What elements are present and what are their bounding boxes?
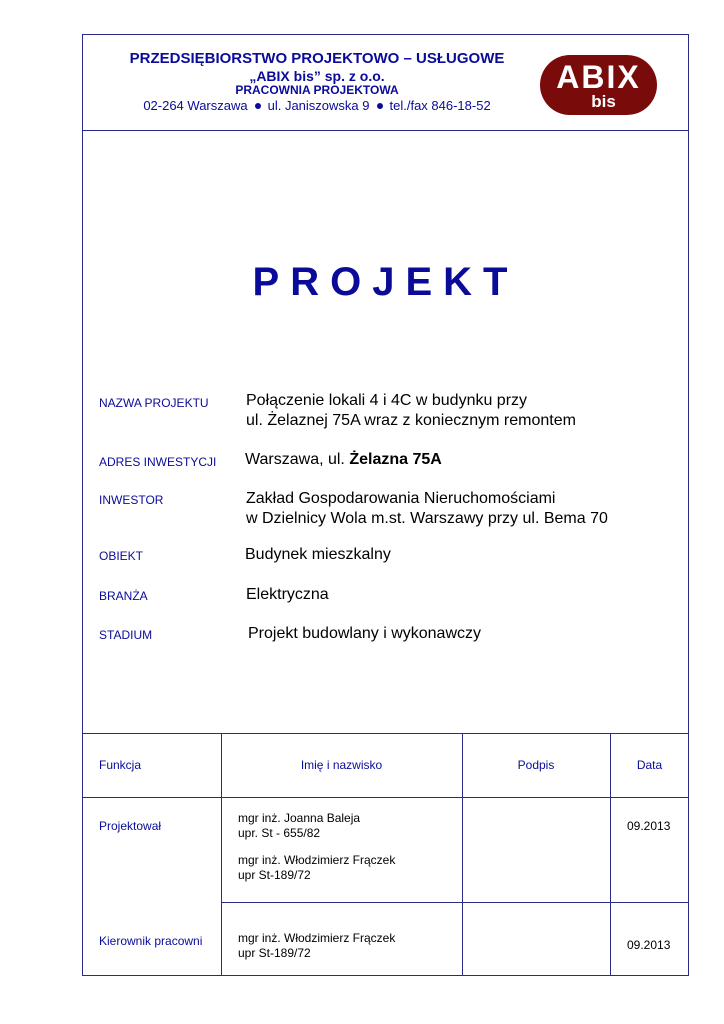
row-date: 09.2013	[627, 938, 671, 952]
address-street: ul. Janiszowska 9	[267, 98, 370, 113]
project-name-label: NAZWA PROJEKTU	[99, 396, 209, 410]
letterhead	[82, 34, 689, 131]
address-phone: tel./fax 846-18-52	[389, 98, 491, 113]
row-date: 09.2013	[627, 819, 671, 833]
document-title: PROJEKT	[252, 260, 519, 304]
row-function: Kierownik pracowni	[99, 934, 203, 948]
row-license: upr St-189/72	[238, 946, 311, 960]
row-name: mgr inż. Włodzimierz Frączek	[238, 931, 396, 945]
address-value	[245, 450, 442, 470]
company-name: PRZEDSIĘBIORSTWO PROJEKTOWO – USŁUGOWE	[129, 50, 505, 67]
row-function: Projektował	[99, 819, 162, 833]
header-date: Data	[636, 758, 663, 772]
abix-logo	[540, 55, 657, 115]
project-name-line2: ul. Żelaznej 75A wraz z koniecznym remontem	[246, 412, 576, 429]
investor-line2: w Dzielnicy Wola m.st. Warszawy przy ul. Bema 70	[246, 510, 608, 527]
investor-label: INWESTOR	[99, 493, 164, 507]
row-license: upr. St - 655/82	[238, 826, 321, 840]
object-label: OBIEKT	[99, 549, 144, 563]
project-name-line1: Połączenie lokali 4 i 4C w budynku przy	[246, 392, 528, 409]
stage-value: Projekt budowlany i wykonawczy	[248, 625, 481, 642]
row-license: upr St-189/72	[238, 868, 311, 882]
header-name: Imię i nazwisko	[300, 758, 383, 772]
header-signature: Podpis	[517, 758, 555, 772]
table-divider	[82, 797, 689, 798]
logo-subtext: bis	[591, 92, 616, 111]
address-label: ADRES INWESTYCJI	[99, 455, 217, 469]
company-department: PRACOWNIA PROJEKTOWA	[235, 83, 399, 97]
logo-text: ABIX	[556, 59, 641, 95]
bullet-icon	[377, 103, 383, 109]
company-legal-name: „ABIX bis” sp. z o.o.	[249, 68, 385, 84]
address-value-street: Żelazna 75A	[349, 451, 442, 468]
branch-label: BRANŻA	[99, 589, 148, 603]
investor-line1: Zakład Gospodarowania Nieruchomościami	[246, 490, 556, 507]
table-border-top	[82, 733, 689, 734]
row-name: mgr inż. Joanna Baleja	[238, 811, 361, 825]
bullet-icon	[255, 103, 261, 109]
row-name: mgr inż. Włodzimierz Frączek	[238, 853, 396, 867]
address-city: 02-264 Warszawa	[143, 98, 248, 113]
company-address	[82, 98, 552, 113]
signature-table	[82, 733, 689, 976]
branch-value: Elektryczna	[246, 586, 329, 603]
header-function: Funkcja	[99, 758, 142, 772]
stage-label: STADIUM	[99, 628, 153, 642]
object-value: Budynek mieszkalny	[245, 546, 391, 563]
table-divider	[221, 902, 689, 903]
address-value-prefix: Warszawa, ul.	[245, 451, 350, 468]
